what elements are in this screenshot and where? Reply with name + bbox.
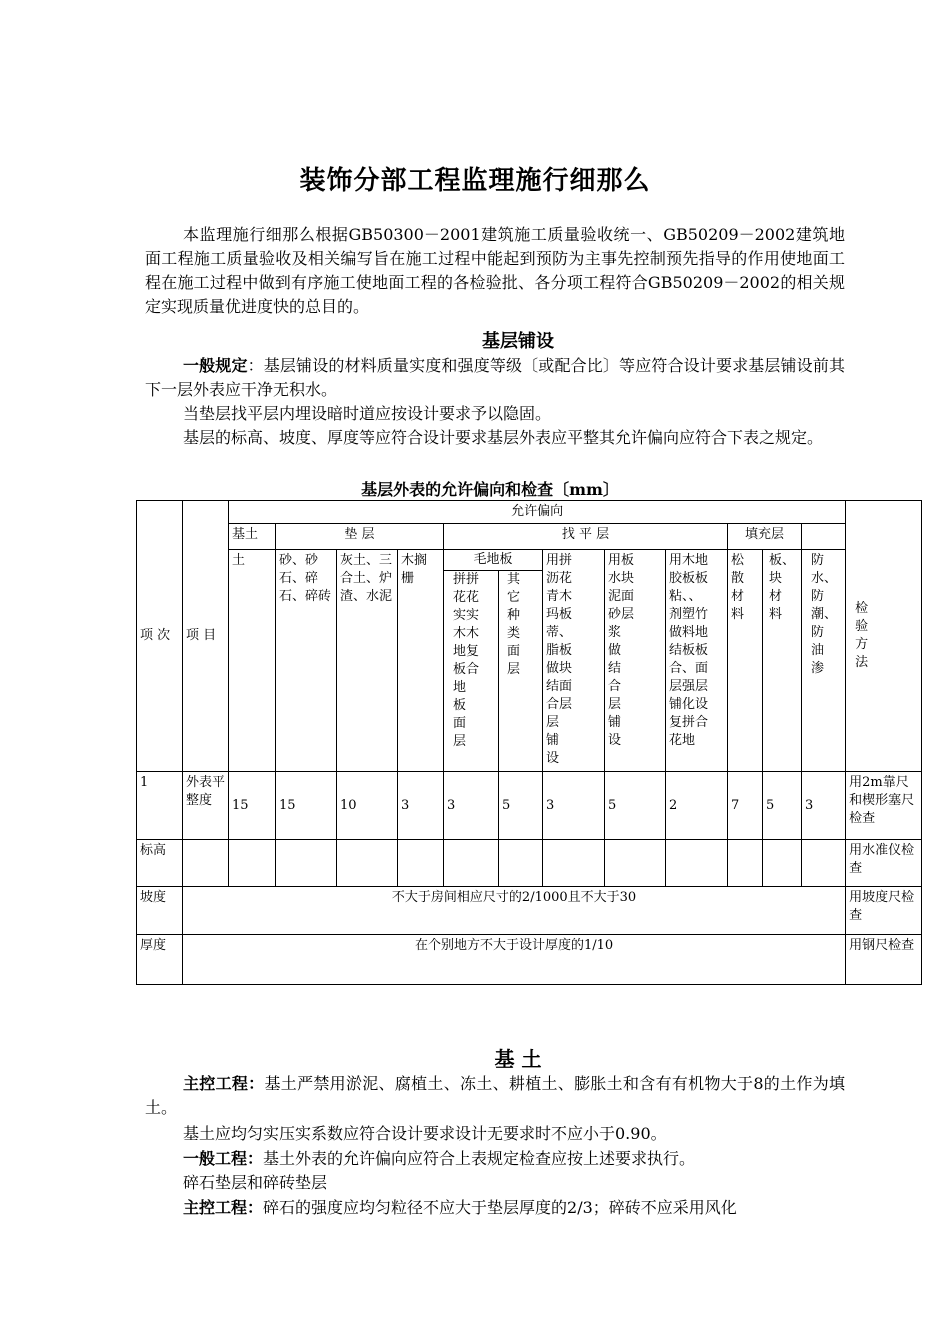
- tolerance-table: [136, 500, 922, 985]
- col-cement: 用板水块泥面砂层浆 做 结 合 层 铺 设: [605, 550, 666, 772]
- group-fill: 填充层: [728, 524, 802, 550]
- gravel-main-label: 主控工程：: [183, 1198, 264, 1217]
- col-lime: 灰土、三 合土、炉渣、水泥: [337, 550, 398, 772]
- table-row: 标高 用水准仪检查: [137, 840, 922, 887]
- table-row: 厚度 在个别地方不大于设计厚度的1/10 用钢尺检查: [137, 935, 922, 985]
- pipe-paragraph: 当垫层找平层内埋设暗时道应按设计要求予以隐固。: [183, 404, 552, 423]
- tolerance-paragraph: 基层的标高、坡度、厚度等应符合设计要求基层外表应平整其允许偏向应符合下表之规定。: [183, 428, 824, 447]
- col-loose: 松散材料: [728, 550, 763, 772]
- gravel-heading: 碎石垫层和碎砖垫层: [183, 1173, 328, 1192]
- col-parquet: 拼拼花花实实木木地复板合 地 板 面 层: [444, 571, 499, 771]
- group-fill-blank: [802, 524, 846, 550]
- group-leveling: 找 平 层: [444, 524, 728, 550]
- header-item-no: 项 次: [137, 501, 183, 772]
- compaction-paragraph: 基土应均匀实压实系数应符合设计要求设计无要求时不应小于0.90。: [183, 1124, 667, 1143]
- general-rule-label: 一般规定: [183, 356, 248, 375]
- col-glue: 用木地胶板板粘、、剂塑竹做料地结板板合、面层强层铺化设复拼合花地: [666, 550, 728, 772]
- table-caption: 基层外表的允许偏向和检查〔mm〕: [361, 480, 619, 499]
- header-allowance: 允许偏向: [229, 501, 846, 524]
- header-method: 检 验 方 法: [846, 501, 922, 772]
- group-rough-floor: 毛地板 拼拼花花实实木木地复板合 地 板 面 层 其它种类面层: [444, 550, 543, 772]
- header-item: 项 目: [183, 501, 229, 772]
- col-other: 其它种类面层: [507, 572, 521, 677]
- col-proof: 防水、防潮、防油渗: [802, 550, 846, 772]
- group-cushion: 垫 层: [276, 524, 444, 550]
- col-wood-grid: 木搁栅: [398, 550, 444, 772]
- group-soil: 基土: [229, 524, 276, 550]
- table-row: 1 外表平整度 15 15 10 3 3 5 3 5 2 7 5 3 用2m靠尺和楔形塞尺检查: [137, 772, 922, 840]
- table-row: 坡度 不大于房间相应尺寸的2/1000且不大于30 用坡度尺检查: [137, 887, 922, 935]
- section-heading-base: 基层铺设: [482, 331, 554, 352]
- document-title: 装饰分部工程监理施行细那么: [299, 166, 651, 196]
- general-rule-text: ：基层铺设的材料质量实度和强度等级〔或配合比〕等应符合设计要求基层铺设前其下一层外表应干净无积水。: [145, 356, 845, 399]
- main-item-label: 主控工程：: [183, 1074, 265, 1093]
- section-heading-soil: 基 土: [494, 1047, 542, 1071]
- col-sand: 砂、砂石、碎石、碎砖: [276, 550, 337, 772]
- col-asphalt: 用拼沥花青木玛板蒂、脂板做块结面合层层 铺 设: [543, 550, 605, 772]
- col-board: 板、块材料: [763, 550, 802, 772]
- soil-general-paragraph: 一般工程：基土外表的允许偏向应符合上表规定检查应按上述要求执行。: [183, 1149, 696, 1168]
- general-item-label: 一般工程：: [183, 1149, 264, 1168]
- col-soil: 土: [229, 550, 276, 772]
- general-rule-paragraph: [145, 354, 845, 402]
- gravel-main-paragraph: 主控工程：碎石的强度应均匀粒径不应大于垫层厚度的2/3；碎砖不应采用风化: [183, 1198, 737, 1217]
- intro-paragraph: 本监理施行细那么根据GB50300－2001建筑施工质量验收统一、GB50209－2002建筑地面工程施工质量验收及相关编写旨在施工过程中能起到预防为主事先控制预先指导的作用使地面工程在施工过程中做到有序施工使地面工程的各检验批、各分项工程符合GB50209－2002的相关规定实现质量优进度快的总目的。: [145, 225, 845, 316]
- soil-main-paragraph: 主控工程：基土严禁用淤泥、腐植土、冻土、耕植土、膨胀土和含有有机物大于8的土作为填土。: [145, 1074, 845, 1117]
